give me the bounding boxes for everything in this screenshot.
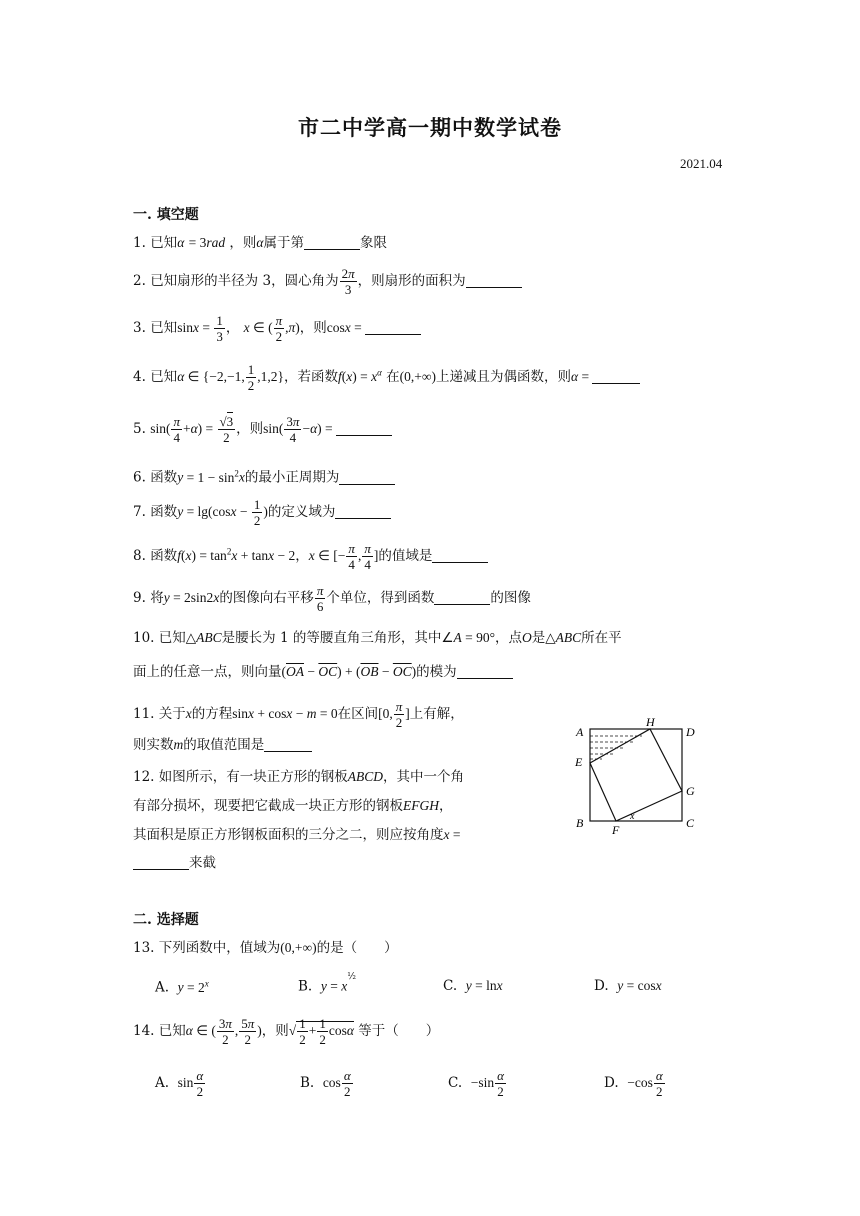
q13-option-a[interactable]: A. $y = 2^x$	[155, 978, 209, 996]
question-6: 6. 函数$y = 1 - \sin^2x$的最小正周期为	[133, 463, 395, 488]
answer-blank[interactable]	[339, 470, 395, 485]
q14-option-d[interactable]: D. −cos $\frac{\alpha}{2}$	[604, 1068, 663, 1099]
q13-option-d[interactable]: D. y = cosx	[594, 978, 662, 994]
answer-blank[interactable]	[304, 235, 360, 250]
question-9: 9. 将y = 2sin2x的图像向右平移 $\frac{\pi}{6}$ 个单位，得到函数 的图像	[133, 583, 531, 614]
square-plate-figure	[568, 712, 708, 840]
label-e: E	[575, 755, 583, 769]
question-2: 2. 已知扇形的半径为 3，圆心角为 $\frac{2\pi}{3}$ ，则扇形的面积为	[133, 266, 522, 297]
section-choice-heading: 二. 选择题	[133, 912, 199, 928]
answer-blank[interactable]	[365, 320, 421, 335]
answer-blank[interactable]	[466, 273, 522, 288]
answer-blank[interactable]	[264, 737, 312, 752]
question-10-line-1: 10. 已知△ABC是腰长为 1 的等腰直角三角形，其中∠A = 90°，点O是△ABC所在平	[133, 630, 622, 646]
q14-option-c[interactable]: C. −sin $\frac{\alpha}{2}$	[448, 1068, 504, 1099]
question-13: 13. 下列函数中，值域为(0,+∞)的是（ ）	[133, 940, 398, 956]
question-number: 1.	[133, 235, 146, 251]
square-efgh	[590, 729, 682, 821]
answer-blank[interactable]	[432, 548, 488, 563]
square-abcd	[590, 729, 682, 821]
q14-option-a[interactable]: A. sin $\frac{\alpha}{2}$	[155, 1068, 204, 1099]
answer-blank[interactable]	[457, 664, 513, 679]
question-5: 5. sin( $\frac{\pi}{4}$ +α) = $\frac{√3}{2}$ ，则sin( $\frac{3\pi}{4}$ −α) =	[133, 414, 392, 445]
q14-option-b[interactable]: B. cos $\frac{\alpha}{2}$	[300, 1068, 351, 1099]
q13-option-b[interactable]: B. $y = x^{\frac{1}{2}}$	[298, 972, 356, 995]
question-11-line-1: 11. 关于x的方程sinx + cosx − m = 0在区间[0, $\frac{\pi}{2}$ ]上有解，	[133, 699, 464, 730]
answer-blank[interactable]	[336, 421, 392, 436]
question-12-line-4: 来截	[133, 853, 216, 873]
question-4: 4. 已知α ∈ {−2,−1, $\frac{1}{2}$ ,1,2}，若函数$f(x) = x^\alpha$ 在(0,+∞)上递减且为偶函数，则α =	[133, 362, 640, 393]
page-title: 市二中学高一期中数学试卷	[298, 115, 562, 140]
question-12-line-1: 12. 如图所示，有一块正方形的钢板ABCD，其中一个角	[133, 769, 465, 785]
question-10-line-2: 面上的任意一点，则向量$(\overline{OA} - \overline{OC}) + (\overline{OB} - \overline{OC})$的模为	[133, 662, 513, 682]
question-14: 14. 已知α ∈ ( $\frac{3\pi}{2}$ , $\frac{5\pi}{2}$ )，则√ $\frac{1}{2}$ + $\frac{1}{2}$ cosα 等于（ ）	[133, 1016, 440, 1047]
section-fill-in-heading: 一. 填空题	[133, 207, 199, 223]
answer-blank[interactable]	[335, 504, 391, 519]
question-12-line-3: 其面积是原正方形钢板面积的三分之二，则应按角度x =	[133, 827, 461, 843]
q13-option-c[interactable]: C. y = lnx	[443, 978, 503, 994]
answer-blank[interactable]	[434, 590, 490, 605]
question-11-line-2: 则实数m的取值范围是	[133, 735, 312, 755]
label-h: H	[646, 715, 655, 729]
question-1: 1. 已知α = 3rad ，则α属于第 象限	[133, 235, 387, 251]
question-8: 8. 函数$f(x) = \tan^2x + \tan x - 2$，x ∈ [− $\frac{\pi}{4}$ , $\frac{\pi}{4}$ ]的值域是	[133, 541, 488, 572]
label-f: F	[612, 823, 620, 837]
question-3: 3. 已知sinx = $\frac{1}{3}$ ， x ∈ ( $\frac{\pi}{2}$ ,π)，则cosx =	[133, 313, 421, 344]
label-b: B	[576, 816, 584, 830]
label-d: D	[686, 725, 695, 739]
label-c: C	[686, 816, 695, 830]
exam-date: 2021.04	[680, 156, 723, 171]
question-7: 7. 函数y = lg(cosx − $\frac{1}{2}$ )的定义域为	[133, 497, 391, 528]
label-x: x	[630, 811, 635, 822]
answer-blank[interactable]	[592, 369, 640, 384]
label-g: G	[686, 784, 695, 798]
label-a: A	[576, 725, 584, 739]
answer-blank[interactable]	[133, 855, 189, 870]
question-12-line-2: 有部分损坏，现要把它截成一块正方形的钢板EFGH，	[133, 798, 453, 814]
